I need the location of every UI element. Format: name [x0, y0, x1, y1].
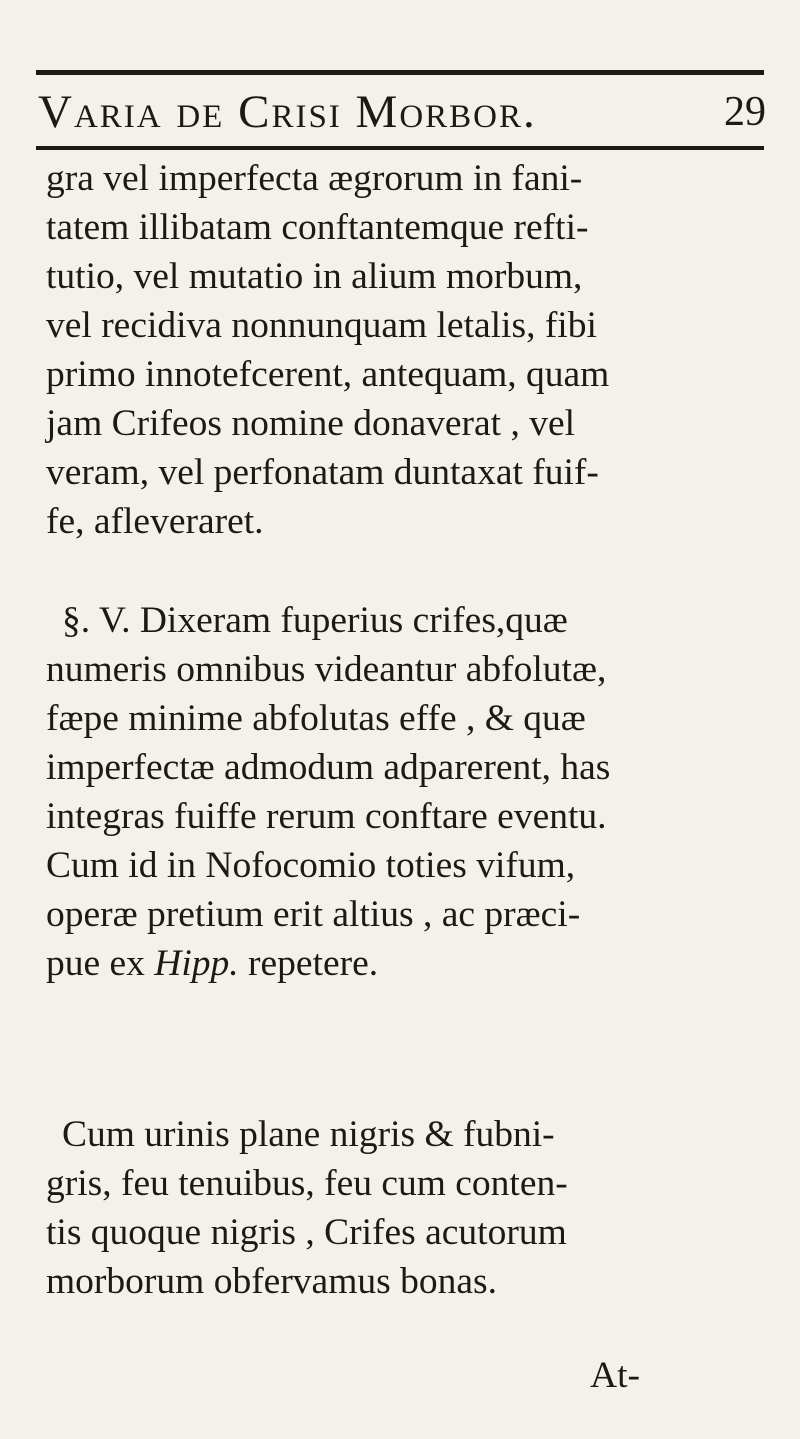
text-line: Cum urinis plane nigris & fubni- [62, 1114, 555, 1155]
page-number: 29 [724, 89, 766, 135]
text-line: veram, vel perfonatam duntaxat fuif- [46, 452, 599, 493]
text-line: fe, afleveraret. [46, 501, 264, 542]
text-line [46, 939, 766, 988]
running-title: Varia de Crisi Morbor. [38, 86, 537, 138]
text-line: vel recidiva nonnunquam letalis, fibi [46, 305, 597, 346]
text-line: imperfectæ admodum adparerent, has [46, 747, 611, 788]
text-line: fæpe minime abfolutas effe , & quæ [46, 698, 586, 739]
text-segment: repetere. [238, 943, 379, 984]
text-line: jam Crifeos nomine donaverat , vel [46, 403, 576, 444]
paragraph-3 [46, 1110, 766, 1306]
text-line: numeris omnibus videantur abfolutæ, [46, 649, 607, 690]
text-line: §. V. Dixeram fuperius crifes,quæ [62, 600, 568, 641]
paragraph-2 [46, 596, 766, 988]
running-header [38, 84, 766, 140]
text-segment: pue ex [46, 943, 155, 984]
text-line: primo innotefcerent, antequam, quam [46, 354, 610, 395]
text-line: Cum id in Nofocomio toties vifum, [46, 845, 576, 886]
text-line: morborum obfervamus bonas. [46, 1261, 497, 1302]
text-line: tis quoque nigris , Crifes acutorum [46, 1212, 567, 1253]
catchword: At- [590, 1355, 640, 1396]
text-line: tutio, vel mutatio in alium morbum, [46, 256, 583, 297]
citation-abbreviation: Hipp. [154, 943, 239, 984]
text-line: integras fuiffe rerum conftare eventu. [46, 796, 607, 837]
paragraph-1 [46, 154, 766, 546]
text-line: gris, feu tenuibus, feu cum conten- [46, 1163, 568, 1204]
header-top-rule [36, 70, 764, 75]
header-bottom-rule [36, 146, 764, 150]
text-line: gra vel imperfecta ægrorum in fani- [46, 158, 583, 199]
text-line: tatem illibatam conftantemque refti- [46, 207, 589, 248]
text-line: operæ pretium erit altius , ac præci- [46, 894, 581, 935]
